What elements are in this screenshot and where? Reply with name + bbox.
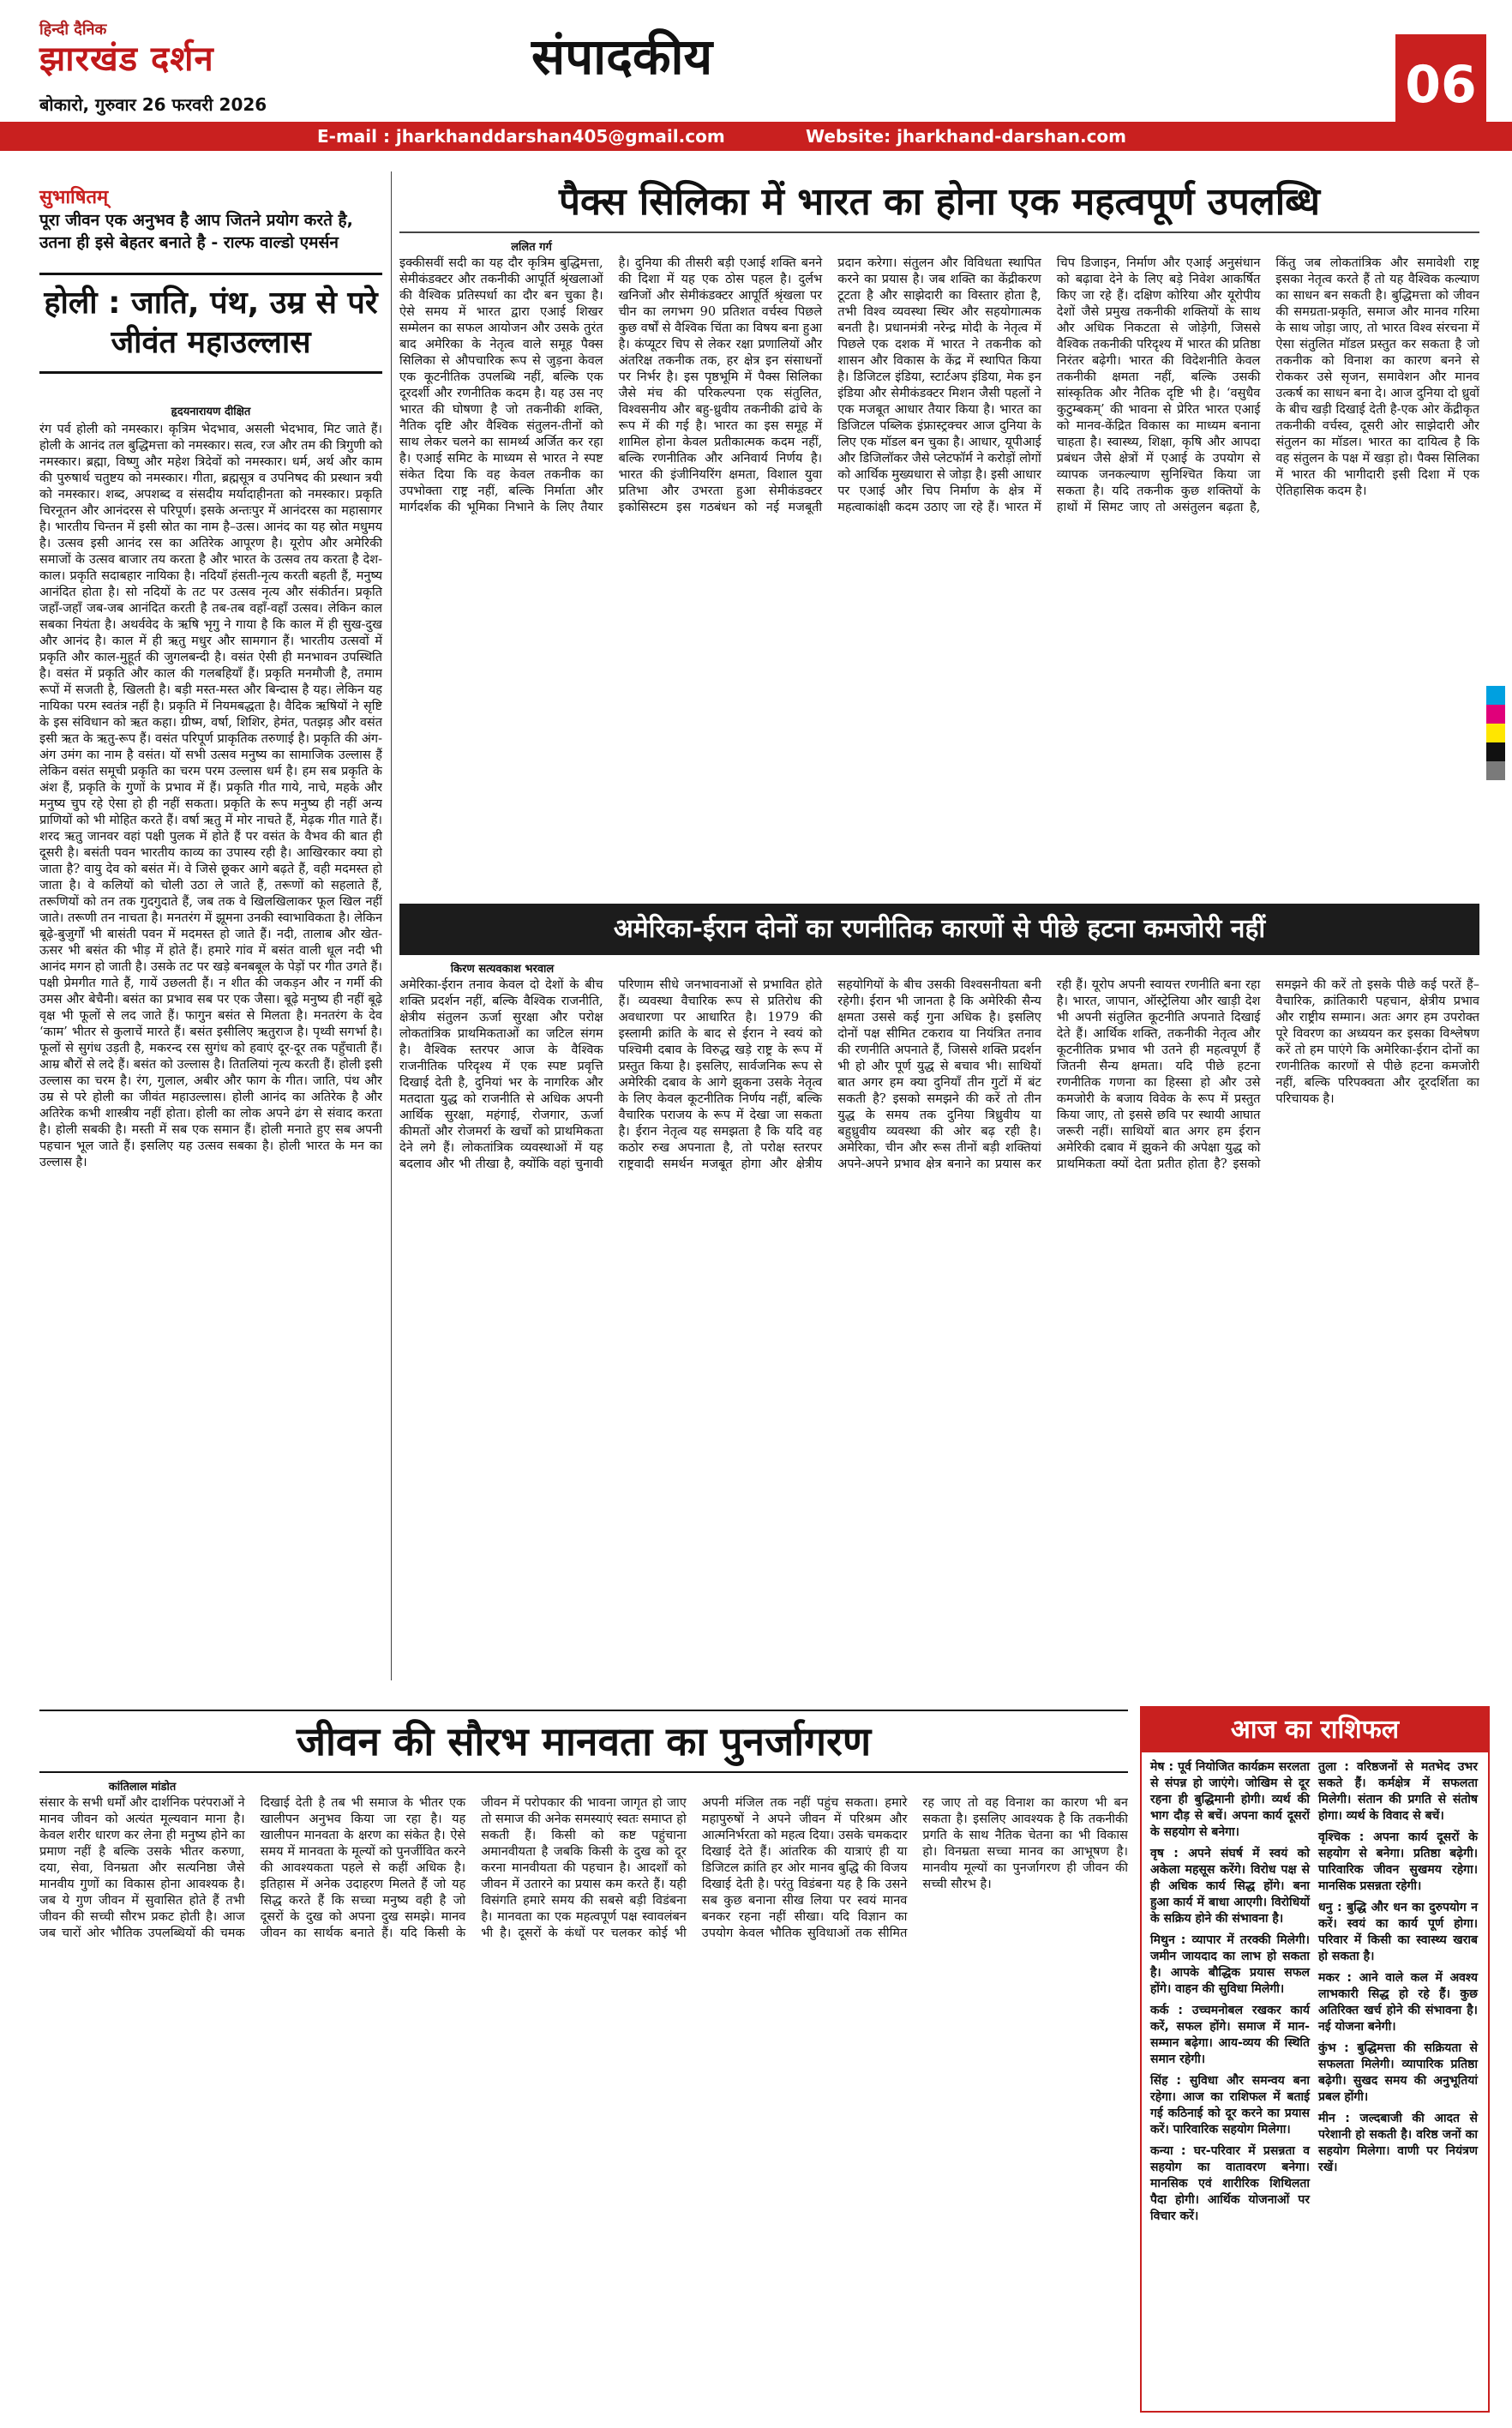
- rashi-item: मेष : पूर्व नियोजित कार्यक्रम सरलता से संपन्न हो जाएंगे। जोखिम से दूर रहना ही बुद्धिमानी होगी। व्यर्थ की भाग दौड़ से बचें। अपना कार्य दूसरों के सहयोग से बनेगा।: [1150, 1760, 1310, 1839]
- rashi-item: मकर : आने वाले कल में अवश्य लाभकारी सिद्ध हो रहे हैं। कुछ अतिरिक्त खर्च होने की संभावना है। नई योजना बनेगी।: [1318, 1971, 1478, 2034]
- color-registration-strip: [1486, 686, 1505, 797]
- bottom-article-title: जीवन की सौरभ मानवता का पुनर्जागरण: [39, 1710, 1128, 1773]
- dateline: बोकारो, गुरुवार 26 फरवरी 2026: [39, 94, 267, 115]
- rashifal-title: आज का राशिफल: [1142, 1708, 1488, 1752]
- quote-heading: सुभाषितम्: [39, 187, 109, 208]
- rashifal-column-right: [1318, 1759, 1478, 2230]
- cmyk-swatch: [1486, 705, 1505, 724]
- contact-band: [0, 122, 1512, 151]
- logo-tagline: हिन्दी दैनिक: [39, 21, 107, 39]
- rashi-item: मीन : जल्दबाजी की आदत से परेशानी हो सकती है। वरिष्ठ जनों का सहयोग मिलेगा। वाणी पर नियंत्रण रखें।: [1318, 2112, 1478, 2174]
- rashi-item: सिंह : सुविधा और समन्वय बना रहेगा। आज का राशिफल में बताई गई कठिनाई को दूर करने का प्रयास करें। पारिवारिक सहयोग मिलेगा।: [1150, 2074, 1310, 2137]
- lead-article-body: इक्कीसवीं सदी का यह दौर कृत्रिम बुद्धिमत्ता, सेमीकंडक्टर और तकनीकी आपूर्ति श्रृंखलाओं की वैश्विक प्रतिस्पर्धा का दौर बन चुका है। ऐसे समय में भारत द्वारा एआई शिखर सम्मेलन का सफल आयोजन और उसके तुरंत बाद अमेरिका के नेतृत्व वाले समूह पैक्स सिलिका से औपचारिक रूप से जुड़ना केवल एक कूटनीतिक उपलब्धि नहीं, बल्कि एक दूरदर्शी और रणनीतिक कदम है। यह उस नए भारत की घोषणा है जो तकनीकी शक्ति, नैतिक दृष्टि और वैश्विक संतुलन-तीनों को साथ लेकर चलने का सामर्थ्य अर्जित कर रहा है। एआई समिट के माध्यम से भारत ने स्पष्ट संकेत दिया कि वह केवल तकनीक का उपभोक्ता राष्ट्र नहीं, बल्कि निर्माता और मार्गदर्शक की भूमिका निभाने के लिए तैयार है। दुनिया की तीसरी बड़ी एआई शक्ति बनने की दिशा में यह एक ठोस पहल है। दुर्लभ खनिजों और सेमीकंडक्टर आपूर्ति श्रृंखला पर चीन का लगभग 90 प्रतिशत वर्चस्व पिछले कुछ वर्षों से वैश्विक चिंता का विषय बना हुआ है। कंप्यूटर चिप से लेकर रक्षा प्रणालियों और अंतरिक्ष तकनीक तक, हर क्षेत्र इन संसाधनों पर निर्भर है। इस पृष्ठभूमि में पैक्स सिलिका जैसे मंच की परिकल्पना एक संतुलित, विश्वसनीय और बहु-ध्रुवीय तकनीकी ढांचे के रूप में की गई है। भारत का इस समूह में शामिल होना केवल प्रतीकात्मक कदम नहीं, बल्कि रणनीतिक और अनिवार्य निर्णय है। भारत की इंजीनियरिंग क्षमता, विशाल युवा प्रतिभा और उभरता हुआ सेमीकंडक्टर इकोसिस्टम इस गठबंधन को नई मजबूती प्रदान करेगा। संतुलन और विविधता स्थापित करने का प्रयास है। जब शक्ति का केंद्रीकरण टूटता है और साझेदारी का विस्तार होता है, तभी विश्व व्यवस्था स्थिर और सहयोगात्मक बनती है। प्रधानमंत्री नरेन्द्र मोदी के नेतृत्व में पिछले एक दशक में भारत ने तकनीक को शासन और विकास के केंद्र में स्थापित किया है। डिजिटल इंडिया, स्टार्टअप इंडिया, मेक इन इंडिया और सेमीकंडक्टर मिशन जैसी पहलों ने एक मजबूत आधार तैयार किया है। भारत का डिजिटल पब्लिक इंफ्रास्ट्रक्चर आज दुनिया के लिए एक मॉडल बन चुका है। आधार, यूपीआई और डिजिलॉकर जैसे प्लेटफॉर्म ने करोड़ों लोगों को आर्थिक मुख्यधारा से जोड़ा है। इसी आधार पर एआई और चिप निर्माण के क्षेत्र में महत्वाकांक्षी कदम उठाए जा रहे हैं। भारत में चिप डिजाइन, निर्माण और एआई अनुसंधान को बढ़ावा देने के लिए बड़े निवेश आकर्षित किए जा रहे हैं। दक्षिण कोरिया और यूरोपीय देशों जैसे प्रमुख तकनीकी शक्तियों के साथ और अधिक निकटता से जोड़ेगी, जिससे वैश्विक तकनीकी परिदृश्य में भारत की प्रतिष्ठा निरंतर बढ़ेगी। भारत की विदेशनीति केवल तकनीकी क्षमता नहीं, बल्कि उसकी सांस्कृतिक और नैतिक दृष्टि भी है। ‘वसुधैव कुटुम्बकम्’ की भावना से प्रेरित भारत एआई को मानव-केंद्रित विकास का माध्यम बनाना चाहता है। स्वास्थ्य, शिक्षा, कृषि और आपदा प्रबंधन जैसे क्षेत्रों में एआई के उपयोग से व्यापक जनकल्याण सुनिश्चित किया जा सकता है। यदि तकनीक कुछ शक्तियों के हाथों में सिमट जाए तो असंतुलन बढ़ता है, किंतु जब लोकतांत्रिक और समावेशी राष्ट्र इसका नेतृत्व करते हैं तो यह वैश्विक कल्याण का साधन बन सकती है। बुद्धिमत्ता को जीवन की समग्रता-प्रकृति, समाज और मानव गरिमा के साथ जोड़ा जाए, तो भारत विश्व संरचना में ऐसा संतुलित मॉडल प्रस्तुत कर सकता है जो तकनीक को विनाश का कारण बनने से रोककर उसे सृजन, समावेशन और मानव उत्कर्ष का साधन बना दे। आज दुनिया दो ध्रुवों के बीच खड़ी दिखाई देती है-एक ओर केंद्रीकृत तकनीकी वर्चस्व, दूसरी ओर साझेदारी और संतुलन का मॉडल। भारत का दायित्व है कि वह संतुलन के पक्ष में खड़ा हो। पैक्स सिलिका में भारत की भागीदारी इसी दिशा में एक ऐतिहासिक कदम है।: [399, 256, 1479, 514]
- holi-article-body: रंग पर्व होली को नमस्कार। कृत्रिम भेदभाव, असली भेदभाव, मिट जाते हैं। होली के आनंद तल बुद्धिमत्ता को नमस्कार। सत्व, रज और तम की त्रिगुणी को नमस्कार। ब्रह्मा, विष्णु और महेश त्रिदेवों को नमस्कार। धर्म, अर्थ और काम की पुरुषार्थ चतुष्टय को नमस्कार। गीता, ब्रह्मसूत्र व उपनिषद की प्रस्थान त्रयी को नमस्कार। शब्द, अपशब्द व संसदीय मर्यादाहीनता को नमस्कार। प्रकृति चिरनूतन और आनंदरस से परिपूर्ण। इसके अन्तःपुर में आनंदरस का महासागर है। भारतीय चिन्तन में इसी स्रोत का नाम है–उत्स। आनंद का यह स्रोत मधुमय है। उत्सव इसी आनंद रस का अतिरेक आपूरण है। यूरोप और अमेरिकी समाजों के उत्सव बाजार तय करता है और भारत के उत्सव तय करता है देश-काल। प्रकृति सदाबहार नायिका है। नदियाँ हंसती-नृत्य करती बहती हैं, मनुष्य आनंदित होता है। सो नदियों के तट पर उत्सव नृत्य और संकीर्तन। प्रकृति जहाँ-जहाँ जब-जब आनंदित करती है तब-तब वहाँ-वहाँ उत्सव। लेकिन काल सबका नियंता है। अथर्ववेद के ऋषि भृगु ने गाया है कि काल में ही सुख-दुख और आनंद है। काल में ही ऋतु मधुर और सामगान हैं। भारतीय उत्सवों में प्रकृति और काल-मुहूर्त की जुगलबन्दी है। वसंत ऐसी ही मनभावन उपस्थिति है। वसंत में प्रकृति और काल की गलबहियाँ हैं। प्रकृति मनमौजी है, तमाम रूपों में सजती है, खिलती है। बड़ी मस्त-मस्त और बिन्दास है यह। लेकिन यह नायिका परम स्वतंत्र नहीं है। प्रकृति में नियमबद्धता है। वैदिक ऋषियों ने सृष्टि के इस संविधान को ऋत कहा। ग्रीष्म, वर्षा, शिशिर, हेमंत, पतझड़ और वसंत इसी ऋत के ऋतु-रूप हैं। वसंत परिपूर्ण प्राकृतिक तरुणाई है। प्रकृति की अंग-अंग उमंग का नाम है वसंत। यों सभी उत्सव मनुष्य का सामाजिक उल्लास हैं लेकिन वसंत समूची प्रकृति का चरम परम उल्लास धर्म है। हम सब प्रकृति के अंश हैं, प्रकृति के गुणों के प्रभाव में हैं। प्रकृति गीत गाये, नाचे, महके और मनुष्य चुप रहे ऐसा हो ही नहीं सकता। प्रकृति के रूप मनुष्य ही नहीं अन्य प्राणियों को भी मोहित करते हैं। वर्षा ऋतु में मोर नाचते हैं, मेढ़क गीत गाते हैं। शरद ऋतु जानवर वहां पक्षी पुलक में होते हैं पर वसंत के वैभव की बात ही दूसरी है। बसंती पवन भारतीय काव्य का उपास्य रही है। आखिरकार क्या हो जाता है? वायु देव को बसंत में। वे जिसे छूकर आगे बढ़ते हैं, वही मदमस्त हो जाता है। वे कलियों को चोली उठा ले जाते हैं, तरूणों को सहलाते हैं, तरूणियों को तन तक गुदगुदाते हैं, जब तक वे खिलखिलाकर फूल खिल नहीं जाते। तरूणी तन नाचता है। मनतरंग में झूमना उनकी स्वाभाविकता है। लेकिन बूढ़े-बुजुर्गों भी बासंती पवन में मदमस्त हो जाते हैं। नदी, तालाब और खेत-ऊसर भी बसंत की भीड़ में होते हैं। हमारे गांव में बसंत वाली धूल नदी भी आनंद मगन हो जाती है। उसके तट पर खड़े बनबबूल के पेड़ों पर गीत उगते हैं। पक्षी प्रेमगीत गाते हैं, गायें उछलती हैं। न शीत की जकड़न और न गर्मी की उमस और बेचैनी। बसंत का प्रभाव सब पर एक जैसा। बूढ़े मनुष्य ही नहीं बूढ़े वृक्ष भी फूलों से लद जाते हैं। फागुन बसंत से मिलता है। मनतरंग के देव ‘काम’ भीतर से कुलाचें मारते हैं। बसंत इसीलिए ऋतुराज है। पृथ्वी सगर्भा है। फूलों से सुगंध उड़ती है, मकरन्द रस सुगंध को हवाएं दूर-दूर तक पहुँचाती हैं। आम्र बौरों से लदे हैं। बसंत को उल्लास है। तितलियां नृत्य करती हैं। होली इसी उल्लास का चरम है। रंग, गुलाल, अबीर और फाग के गीत। जाति, पंथ और उम्र से परे होली का जीवंत महाउल्लास। होली आनंद का अतिरेक है और अतिरेक कभी शास्त्रीय नहीं होता। होली का लोक अपने ढंग से संवाद करता है। होली सबकी है। मस्ती में सब एक समान हैं। होली मनाते हुए सब अपनी पहचान भूल जाते हैं। इसलिए यह उत्सव सबका है। होली भारत के मन का उल्लास है।: [39, 423, 382, 1169]
- cmyk-swatch: [1486, 742, 1505, 761]
- cmyk-swatch: [1486, 724, 1505, 742]
- rashi-item: मिथुन : व्यापार में तरक्की मिलेगी। जमीन जायदाद का लाभ हो सकता है। आपके बौद्धिक प्रयास सफल होंगे। वाहन की सुविधा मिलेगी।: [1150, 1933, 1310, 1996]
- holi-article-byline: हृदयनारायण दीक्षित: [171, 406, 251, 418]
- rashi-item: कर्क : उच्चमनोबल रखकर कार्य करें, सफल होंगे। समाज में मान-सम्मान बढ़ेगा। आय-व्यय की स्थिति समान रहेगी।: [1150, 2004, 1310, 2066]
- column-divider: [391, 171, 392, 1680]
- quote-text: पूरा जीवन एक अनुभव है आप जितने प्रयोग करते है, उतना ही इसे बेहतर बनाते है - राल्फ वाल्डो एमर्सन: [39, 211, 353, 252]
- rashi-item: कन्या : घर-परिवार में प्रसन्नता व सहयोग का वातावरण बनेगा। मानसिक एवं शारीरिक शिथिलता पैदा होगी। आर्थिक योजनाओं पर विचार करें।: [1150, 2144, 1310, 2223]
- holi-article-title: होली : जाति, पंथ, उम्र से परे जीवंत महाउल्लास: [39, 273, 382, 374]
- cmyk-swatch: [1486, 761, 1505, 780]
- rashifal-column-left: [1150, 1759, 1310, 2230]
- lead-headline: पैक्स सिलिका में भारत का होना एक महत्वपूर्ण उपलब्धि: [559, 180, 1320, 224]
- rashi-item: वृष : अपने संघर्ष में स्वयं को अकेला महसूस करेंगे। विरोध पक्ष से ही अधिक कार्य सिद्ध होंगे। बना हुआ कार्य में बाधा आएगी। विरोधियों के सक्रिय होने की संभावना है।: [1150, 1847, 1310, 1926]
- cmyk-swatch: [1486, 686, 1505, 705]
- page-number: 06: [1395, 34, 1486, 135]
- rashi-item: कुंभ : बुद्धिमत्ता की सक्रियता से सफलता मिलेगी। व्यापारिक प्रतिष्ठा बढ़ेगी। सुखद समय की अनुभूतियां प्रबल होंगी।: [1318, 2041, 1478, 2104]
- rashifal-box: [1140, 1706, 1490, 2413]
- logo-title: झारखंड दर्शन: [39, 39, 214, 79]
- masthead-logo: [39, 19, 322, 79]
- rashi-item: वृश्चिक : अपना कार्य दूसरों के सहयोग से बनेगा। प्रतिष्ठा बढ़ेगी। पारिवारिक जीवन सुखमय रहेगा। मानसिक प्रसन्नता रहेगी।: [1318, 1830, 1478, 1893]
- sub-article-byline: किरण सत्यवकाश भरवाल: [450, 963, 555, 976]
- lead-byline: ललित गर्ग: [511, 241, 552, 254]
- rashi-item: धनु : बुद्धि और धन का दुरुपयोग न करें। स्वयं का कार्य पूर्ण होगा। परिवार में किसी का स्वास्थ्य खराब हो सकता है।: [1318, 1901, 1478, 1963]
- section-title: संपादकीय: [531, 27, 713, 86]
- email-text[interactable]: E-mail : jharkhanddarshan405@gmail.com: [317, 126, 725, 147]
- sub-article-banner: अमेरिका-ईरान दोनों का रणनीतिक कारणों से पीछे हटना कमजोरी नहीं: [399, 904, 1479, 955]
- sub-article-body: अमेरिका-ईरान तनाव केवल दो देशों के बीच शक्ति प्रदर्शन नहीं, बल्कि वैश्विक राजनीति, क्षेत्रीय संतुलन ऊर्जा सुरक्षा और परोक्ष लोकतांत्रिक प्राथमिकताओं का जटिल संगम है। वैश्विक स्तरपर आज के वैश्विक राजनीतिक परिदृश्य में एक स्पष्ट प्रवृत्ति दिखाई देती है, दुनियां भर के नागरिक और मतदाता युद्ध को राजनीति से अधिक अपनी आर्थिक सुरक्षा, महंगाई, रोजगार, ऊर्जा कीमतों और रोजमर्रा के खर्चों को प्राथमिकता देने लगे हैं। लोकतांत्रिक व्यवस्थाओं में यह बदलाव और भी तीखा है, क्योंकि वहां चुनावी परिणाम सीधे जनभावनाओं से प्रभावित होते हैं। व्यवस्था वैचारिक रूप से प्रतिरोध की अवधारणा पर आधारित है। 1979 की इस्लामी क्रांति के बाद से ईरान ने स्वयं को पश्चिमी दबाव के विरुद्ध खड़े राष्ट्र के रूप में प्रस्तुत किया है। इसलिए, सार्वजनिक रूप से अमेरिकी दबाव के आगे झुकना उसके नेतृत्व के लिए केवल कूटनीतिक निर्णय नहीं, बल्कि वैचारिक पराजय के रूप में देखा जा सकता है। ईरान नेतृत्व यह समझता है कि यदि वह कठोर रुख अपनाता है, तो परोक्ष स्तरपर राष्ट्रवादी समर्थन मजबूत होगा और क्षेत्रीय सहयोगियों के बीच उसकी विश्वसनीयता बनी रहेगी। ईरान भी जानता है कि अमेरिकी सैन्य क्षमता उससे कई गुना अधिक है। इसलिए दोनों पक्ष सीमित टकराव या नियंत्रित तनाव की रणनीति अपनाते हैं, जिससे शक्ति प्रदर्शन भी हो और पूर्ण युद्ध से बचाव भी। साथियों बात अगर हम क्या दुनियाँ तीन गुटों में बंट सकती है? इसको समझने की करें तो तीन युद्ध के समय तक दुनिया त्रिध्रुवीय या बहुध्रुवीय व्यवस्था की ओर बढ़ रही है। अमेरिका, चीन और रूस तीनों बड़ी शक्तियां अपने-अपने प्रभाव क्षेत्र बनाने का प्रयास कर रही हैं। यूरोप अपनी स्वायत्त रणनीति बना रहा है। भारत, जापान, ऑस्ट्रेलिया और खाड़ी देश भी अपनी संतुलित कूटनीति अपनाते दिखाई देते हैं। आर्थिक शक्ति, तकनीकी नेतृत्व और कूटनीतिक प्रभाव भी उतने ही महत्वपूर्ण हैं जितनी सैन्य क्षमता। यदि पीछे हटना रणनीतिक गणना का हिस्सा हो और उसे कमजोरी के बजाय विवेक के रूप में प्रस्तुत किया जाए, तो इससे छवि पर स्थायी आघात जरूरी नहीं। साथियों बात अगर हम ईरान अमेरिकी दबाव में झुकने की अपेक्षा युद्ध को प्राथमिकता क्यों देता प्रतीत होता है? इसको समझने की करें तो इसके पीछे कई परतें हैं–वैचारिक, क्रांतिकारी पहचान, क्षेत्रीय प्रभाव और राष्ट्रीय सम्मान। अतः अगर हम उपरोक्त पूरे विवरण का अध्ययन कर इसका विश्लेषण करें तो हम पाएंगे कि अमेरिका-ईरान दोनों का रणनीतिक कारणों से पीछे हटना कमजोरी नहीं, बल्कि परिपक्वता और दूरदर्शिता का परिचायक है।: [399, 978, 1479, 1171]
- headline-rule: [399, 231, 1479, 233]
- bottom-article-body: संसार के सभी धर्मों और दार्शनिक परंपराओं ने मानव जीवन को अत्यंत मूल्यवान माना है। केवल शरीर धारण कर लेना ही मनुष्य होने का प्रमाण नहीं है बल्कि उसके भीतर करुणा, दया, सेवा, विनम्रता और सत्यनिष्ठा जैसे मानवीय गुणों का विकास होना आवश्यक है। जब ये गुण जीवन में सुवासित होते हैं तभी जीवन की सच्ची सौरभ प्रकट होती है। आज जब चारों ओर भौतिक उपलब्धियों की चमक दिखाई देती है तब भी समाज के भीतर एक खालीपन अनुभव किया जा रहा है। यह खालीपन मानवता के क्षरण का संकेत है। ऐसे समय में मानवता के मूल्यों को पुनर्जीवित करने की आवश्यकता पहले से कहीं अधिक है। इतिहास में अनेक उदाहरण मिलते हैं जो यह सिद्ध करते हैं कि सच्चा मनुष्य वही है जो दूसरों के दुख को अपना दुख समझे। मानव जीवन का सार्थक बनाते हैं। यदि किसी के जीवन में परोपकार की भावना जागृत हो जाए तो समाज की अनेक समस्याएं स्वतः समाप्त हो सकती हैं। किसी को कष्ट पहुंचाना अमानवीयता है जबकि किसी के दुख को दूर करना मानवीयता की पहचान है। आदर्शों को जीवन में उतारने का प्रयास कम करते हैं। यही विसंगति हमारे समय की सबसे बड़ी विडंबना है। मानवता का एक महत्वपूर्ण पक्ष स्वावलंबन भी है। दूसरों के कंधों पर चलकर कोई भी अपनी मंजिल तक नहीं पहुंच सकता। हमारे महापुरुषों ने अपने जीवन में परिश्रम और आत्मनिर्भरता को महत्व दिया। उसके चमकदार दिखाई देते हैं। आंतरिक की यात्राएं ही या डिजिटल क्रांति हर ओर मानव बुद्धि की विजय दिखाई देती है। परंतु विडंबना यह है कि उसने सब कुछ बनाना सीख लिया पर स्वयं मानव बनकर रहना नहीं सीखा। यदि विज्ञान का उपयोग केवल भौतिक सुविधाओं तक सीमित रह जाए तो वह विनाश का कारण भी बन सकता है। इसलिए आवश्यक है कि तकनीकी प्रगति के साथ नैतिक चेतना का भी विकास हो। विनम्रता सच्चा मानव का आभूषण है। मानवीय मूल्यों का पुनर्जागरण ही जीवन की सच्ची सौरभ है।: [39, 1796, 1128, 1940]
- bottom-article-byline: कांतिलाल मांडोत: [108, 1781, 177, 1794]
- website-text[interactable]: Website: jharkhand-darshan.com: [806, 126, 1127, 147]
- rashi-item: तुला : वरिष्ठजनों से मतभेद उभर सकते हैं। कर्मक्षेत्र में सफलता मिलेगी। संतान की प्रगति से संतोष होगा। व्यर्थ के विवाद से बचें।: [1318, 1760, 1478, 1823]
